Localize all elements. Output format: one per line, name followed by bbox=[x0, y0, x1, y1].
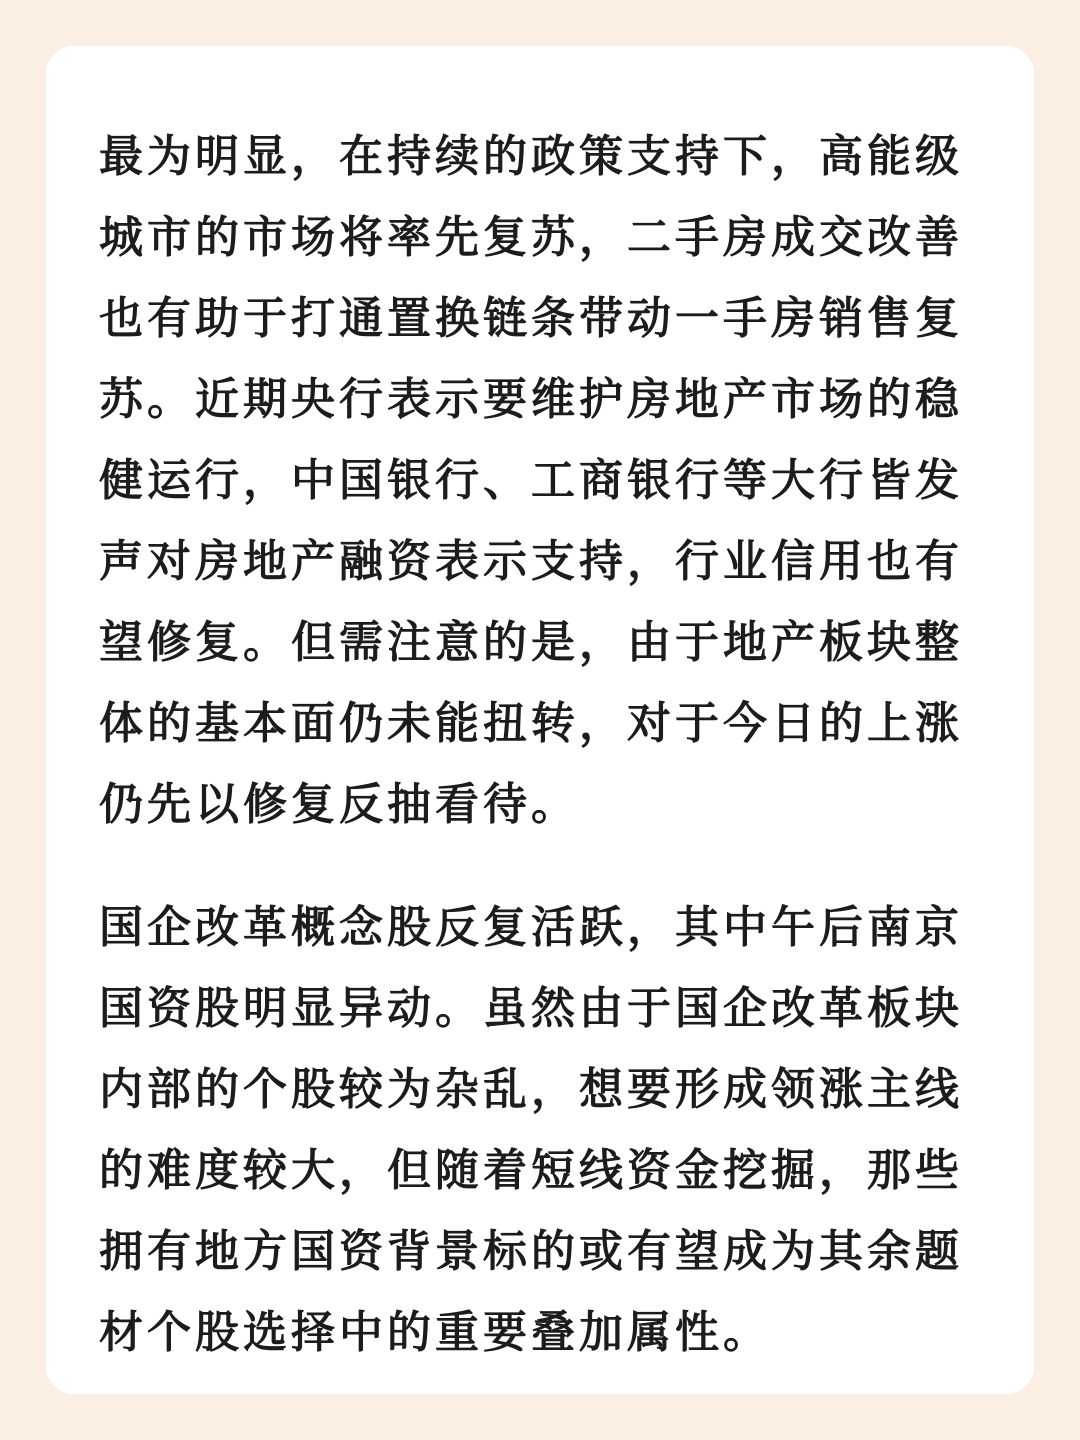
text-line: 望修复。但需注意的是，由于地产板块整 bbox=[99, 617, 963, 668]
text-line: 仍先以修复反抽看待。 bbox=[99, 779, 579, 830]
text-line: 国企改革概念股反复活跃，其中午后南京 bbox=[99, 902, 963, 953]
text-line: 声对房地产融资表示支持，行业信用也有 bbox=[99, 536, 963, 587]
text-line: 苏。近期央行表示要维护房地产市场的稳 bbox=[99, 374, 963, 425]
paragraph-spacer bbox=[99, 845, 989, 887]
text-line: 城市的市场将率先复苏，二手房成交改善 bbox=[99, 212, 963, 263]
text-line: 最为明显，在持续的政策支持下，高能级 bbox=[99, 131, 963, 182]
text-line: 国资股明显异动。虽然由于国企改革板块 bbox=[99, 983, 963, 1034]
paragraph-2 bbox=[99, 887, 989, 1373]
text-line: 材个股选择中的重要叠加属性。 bbox=[99, 1307, 771, 1358]
text-line: 也有助于打通置换链条带动一手房销售复 bbox=[99, 293, 963, 344]
content-card bbox=[46, 46, 1034, 1394]
text-line: 健运行，中国银行、工商银行等大行皆发 bbox=[99, 455, 963, 506]
text-line: 内部的个股较为杂乱，想要形成领涨主线 bbox=[99, 1064, 963, 1115]
text-line: 的难度较大，但随着短线资金挖掘，那些 bbox=[99, 1145, 963, 1196]
article-body bbox=[99, 116, 989, 1373]
text-line: 拥有地方国资背景标的或有望成为其余题 bbox=[99, 1226, 963, 1277]
paragraph-1 bbox=[99, 116, 989, 845]
text-line: 体的基本面仍未能扭转，对于今日的上涨 bbox=[99, 698, 963, 749]
